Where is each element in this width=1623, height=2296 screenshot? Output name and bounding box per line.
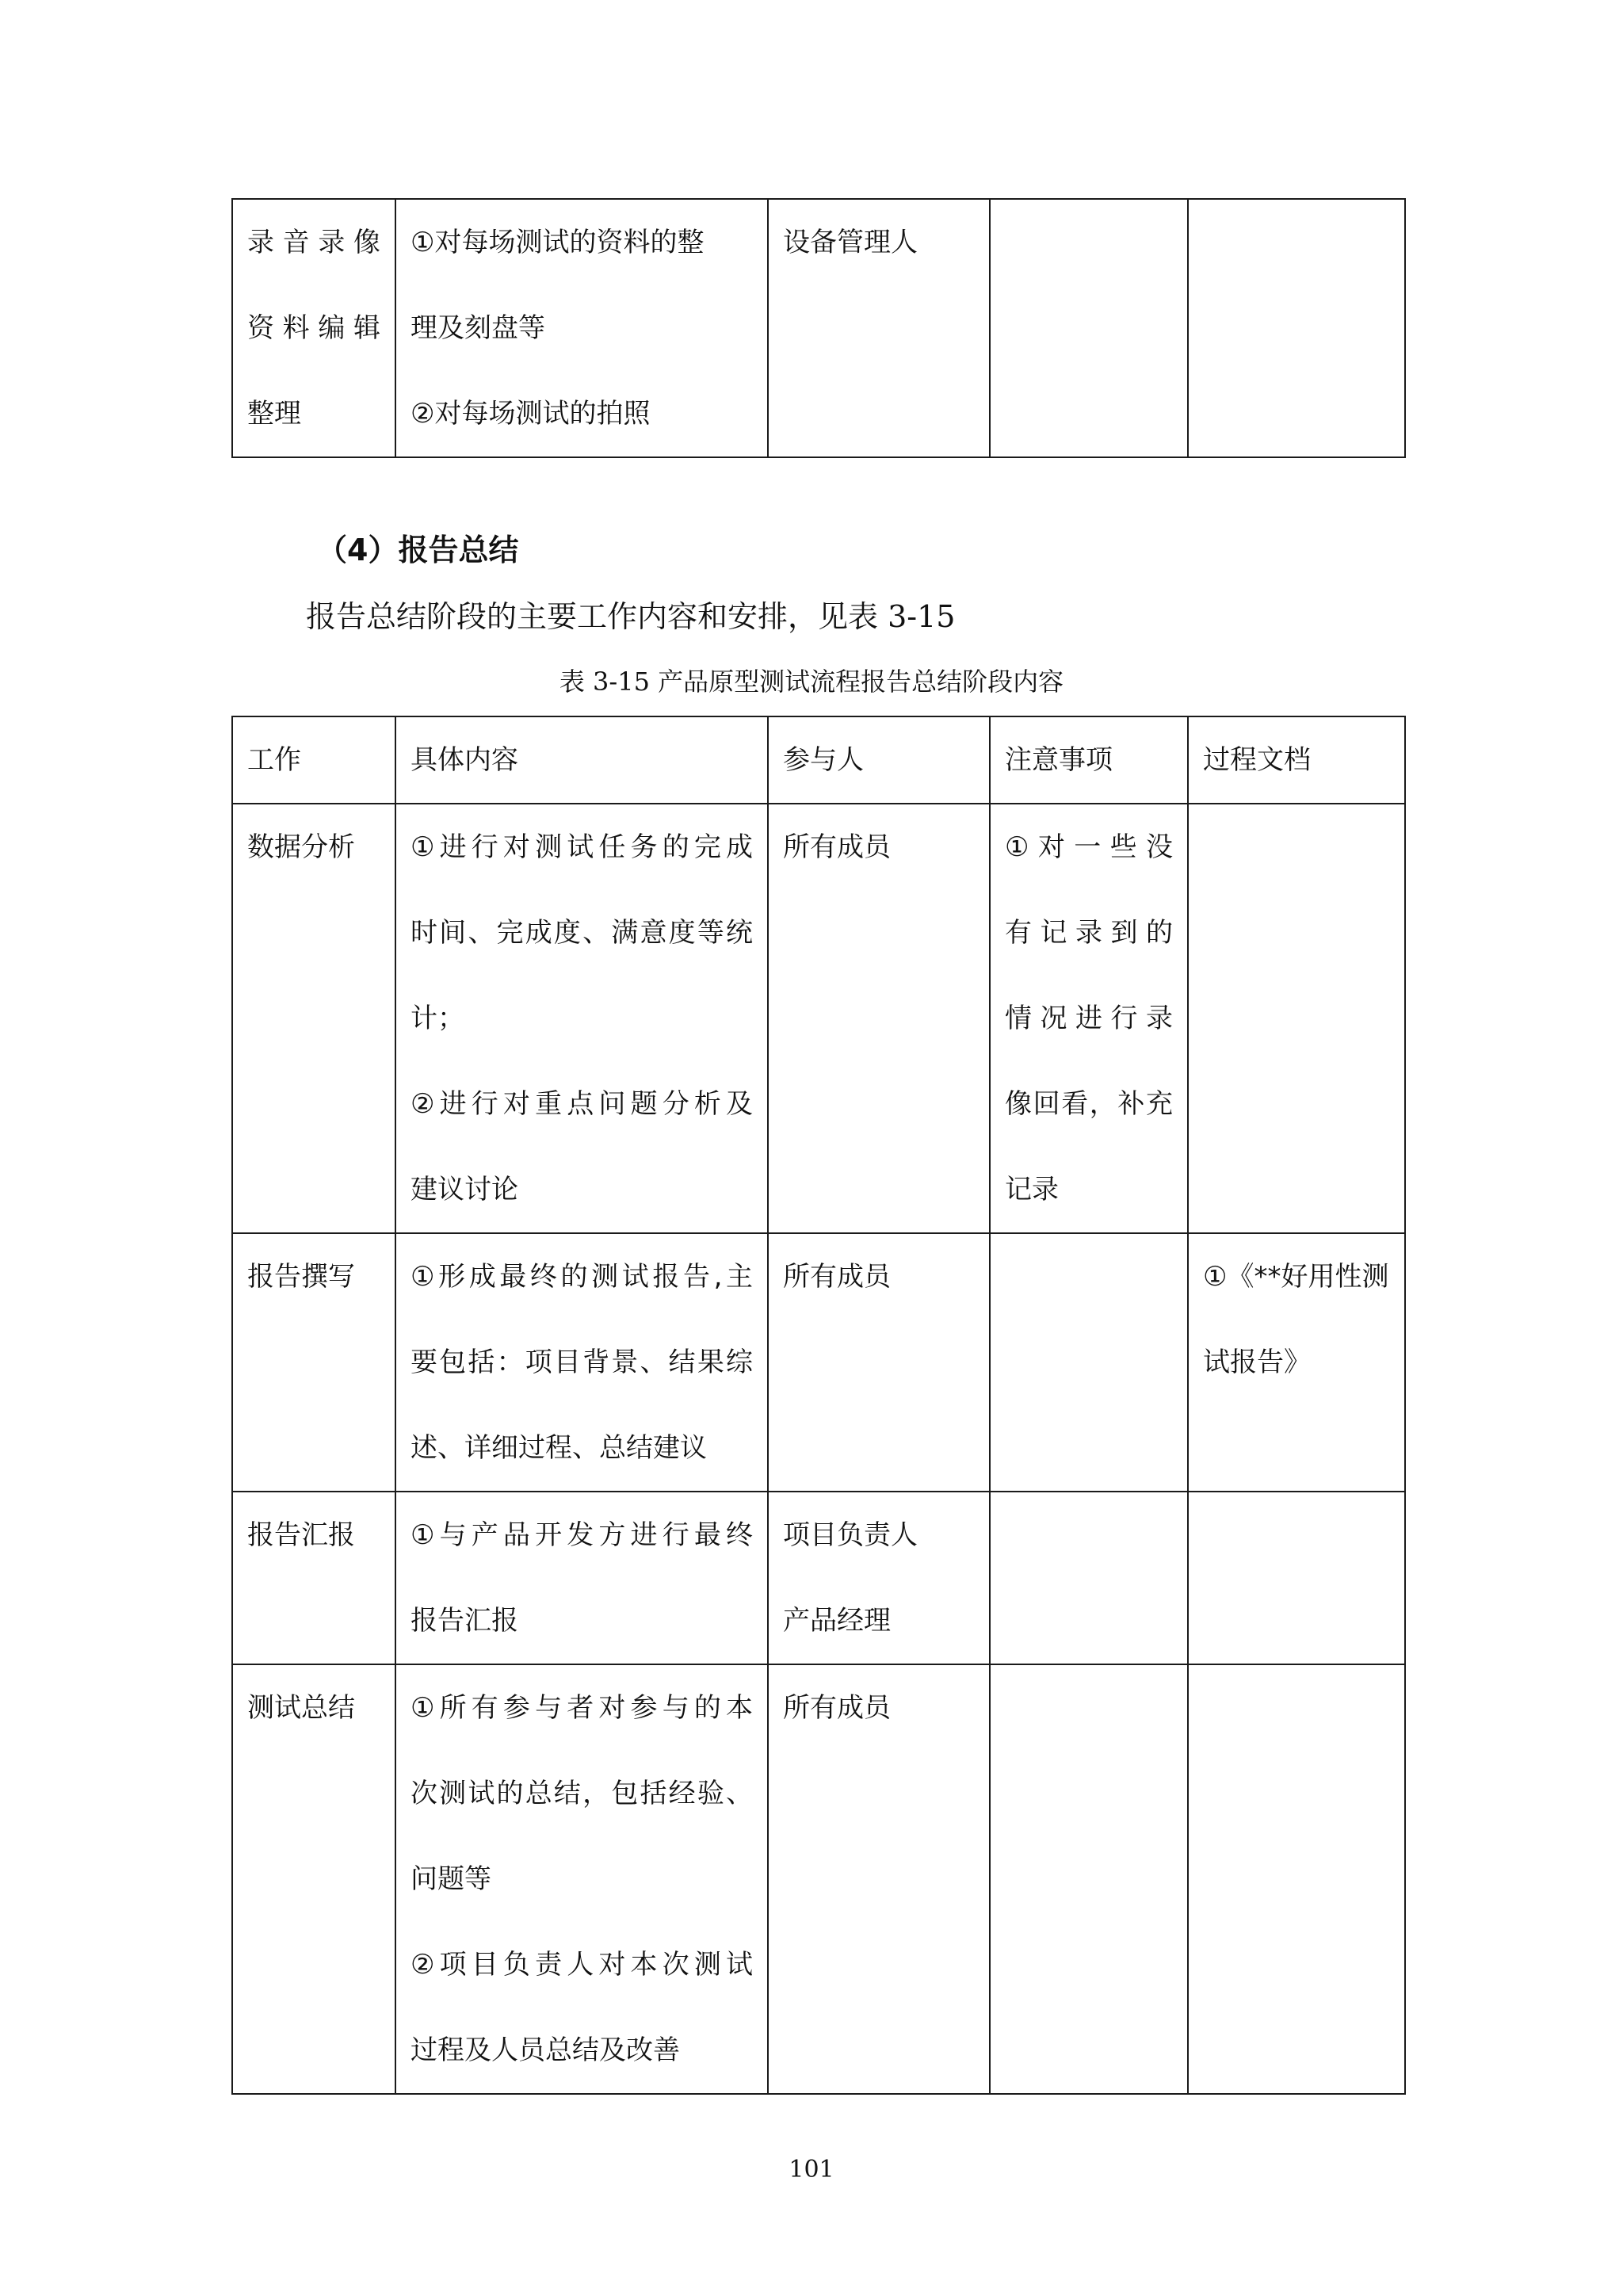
cell-text: 建议讨论 xyxy=(411,1174,518,1205)
cell-text: 报告撰写 xyxy=(247,1261,355,1293)
cell-text: ①对每场测试的资料的整 xyxy=(411,227,705,258)
cell-text: ②对每场测试的拍照 xyxy=(411,398,651,430)
cell-text: 次测试的总结，包括经验、 xyxy=(411,1778,753,1809)
participants-cell xyxy=(768,199,990,457)
cell-text: 试报告》 xyxy=(1203,1347,1311,1378)
cell-text: 要包括：项目背景、结果综 xyxy=(411,1347,753,1378)
page-number: 101 xyxy=(789,2156,834,2183)
cell-text: 过程及人员总结及改善 xyxy=(411,2034,680,2066)
table-row xyxy=(232,199,1405,457)
content-cell xyxy=(395,1233,768,1492)
column-header: 注意事项 xyxy=(990,716,1188,804)
notes-cell xyxy=(990,1233,1188,1492)
cell-text: ①形成最终的测试报告,主 xyxy=(411,1261,753,1293)
documents-cell xyxy=(1188,199,1405,457)
content-cell xyxy=(395,1492,768,1664)
work-cell xyxy=(232,1492,395,1664)
participants-cell xyxy=(768,1664,990,2094)
column-header: 过程文档 xyxy=(1188,716,1405,804)
top-table-continuation xyxy=(231,198,1406,458)
cell-text: 述、详细过程、总结建议 xyxy=(411,1432,707,1464)
cell-text: 像回看，补充 xyxy=(1005,1088,1173,1120)
cell-text: ②进行对重点问题分析及 xyxy=(411,1088,753,1120)
cell-text: ①与产品开发方进行最终 xyxy=(411,1519,753,1551)
cell-text: 项目负责人 xyxy=(783,1519,918,1551)
documents-cell xyxy=(1188,1233,1405,1492)
table-row xyxy=(232,1492,1405,1664)
body-paragraph: 报告总结阶段的主要工作内容和安排，见表 3-15 xyxy=(306,599,956,634)
table-caption: 表 3-15 产品原型测试流程报告总结阶段内容 xyxy=(559,667,1064,697)
work-cell xyxy=(232,1233,395,1492)
report-summary-table xyxy=(231,716,1406,2095)
cell-text: ①《**好用性测 xyxy=(1203,1261,1389,1293)
cell-text: 资料编辑 xyxy=(247,312,380,344)
work-cell xyxy=(232,804,395,1233)
participants-cell xyxy=(768,1492,990,1664)
notes-cell xyxy=(990,804,1188,1233)
documents-cell xyxy=(1188,1664,1405,2094)
notes-cell xyxy=(990,1492,1188,1664)
cell-text: 设备管理人 xyxy=(783,227,918,258)
cell-text: 计； xyxy=(411,1003,464,1034)
cell-text: 所有成员 xyxy=(783,1261,891,1293)
cell-text: 时间、完成度、满意度等统 xyxy=(411,917,753,949)
cell-text: 情况进行录 xyxy=(1005,1003,1173,1034)
participants-cell xyxy=(768,804,990,1233)
content-cell xyxy=(395,199,768,457)
notes-cell xyxy=(990,1664,1188,2094)
cell-text: 有记录到的 xyxy=(1005,917,1173,949)
cell-text: ①对一些没 xyxy=(1005,831,1173,863)
work-cell xyxy=(232,199,395,457)
cell-text: 整理 xyxy=(247,398,301,430)
section-heading: （4）报告总结 xyxy=(317,533,519,567)
participants-cell xyxy=(768,1233,990,1492)
table-header-row xyxy=(232,716,1405,804)
column-header: 参与人 xyxy=(768,716,990,804)
cell-text: 数据分析 xyxy=(247,831,355,863)
cell-text: ②项目负责人对本次测试 xyxy=(411,1949,753,1981)
cell-text: 问题等 xyxy=(411,1863,491,1895)
table-row xyxy=(232,804,1405,1233)
cell-text: 录音录像 xyxy=(247,227,380,258)
cell-text: 报告汇报 xyxy=(247,1519,355,1551)
cell-text: 记录 xyxy=(1005,1174,1059,1205)
table-row xyxy=(232,1233,1405,1492)
content-cell xyxy=(395,1664,768,2094)
cell-text: 测试总结 xyxy=(247,1692,355,1724)
content-cell xyxy=(395,804,768,1233)
cell-text: 产品经理 xyxy=(783,1605,891,1637)
cell-text: 报告汇报 xyxy=(411,1605,518,1637)
column-header: 具体内容 xyxy=(395,716,768,804)
notes-cell xyxy=(990,199,1188,457)
cell-text: ①所有参与者对参与的本 xyxy=(411,1692,753,1724)
cell-text: 理及刻盘等 xyxy=(411,312,545,344)
work-cell xyxy=(232,1664,395,2094)
cell-text: 所有成员 xyxy=(783,1692,891,1724)
cell-text: 所有成员 xyxy=(783,831,891,863)
column-header: 工作 xyxy=(232,716,395,804)
documents-cell xyxy=(1188,1492,1405,1664)
documents-cell xyxy=(1188,804,1405,1233)
cell-text: ①进行对测试任务的完成 xyxy=(411,831,753,863)
table-row xyxy=(232,1664,1405,2094)
